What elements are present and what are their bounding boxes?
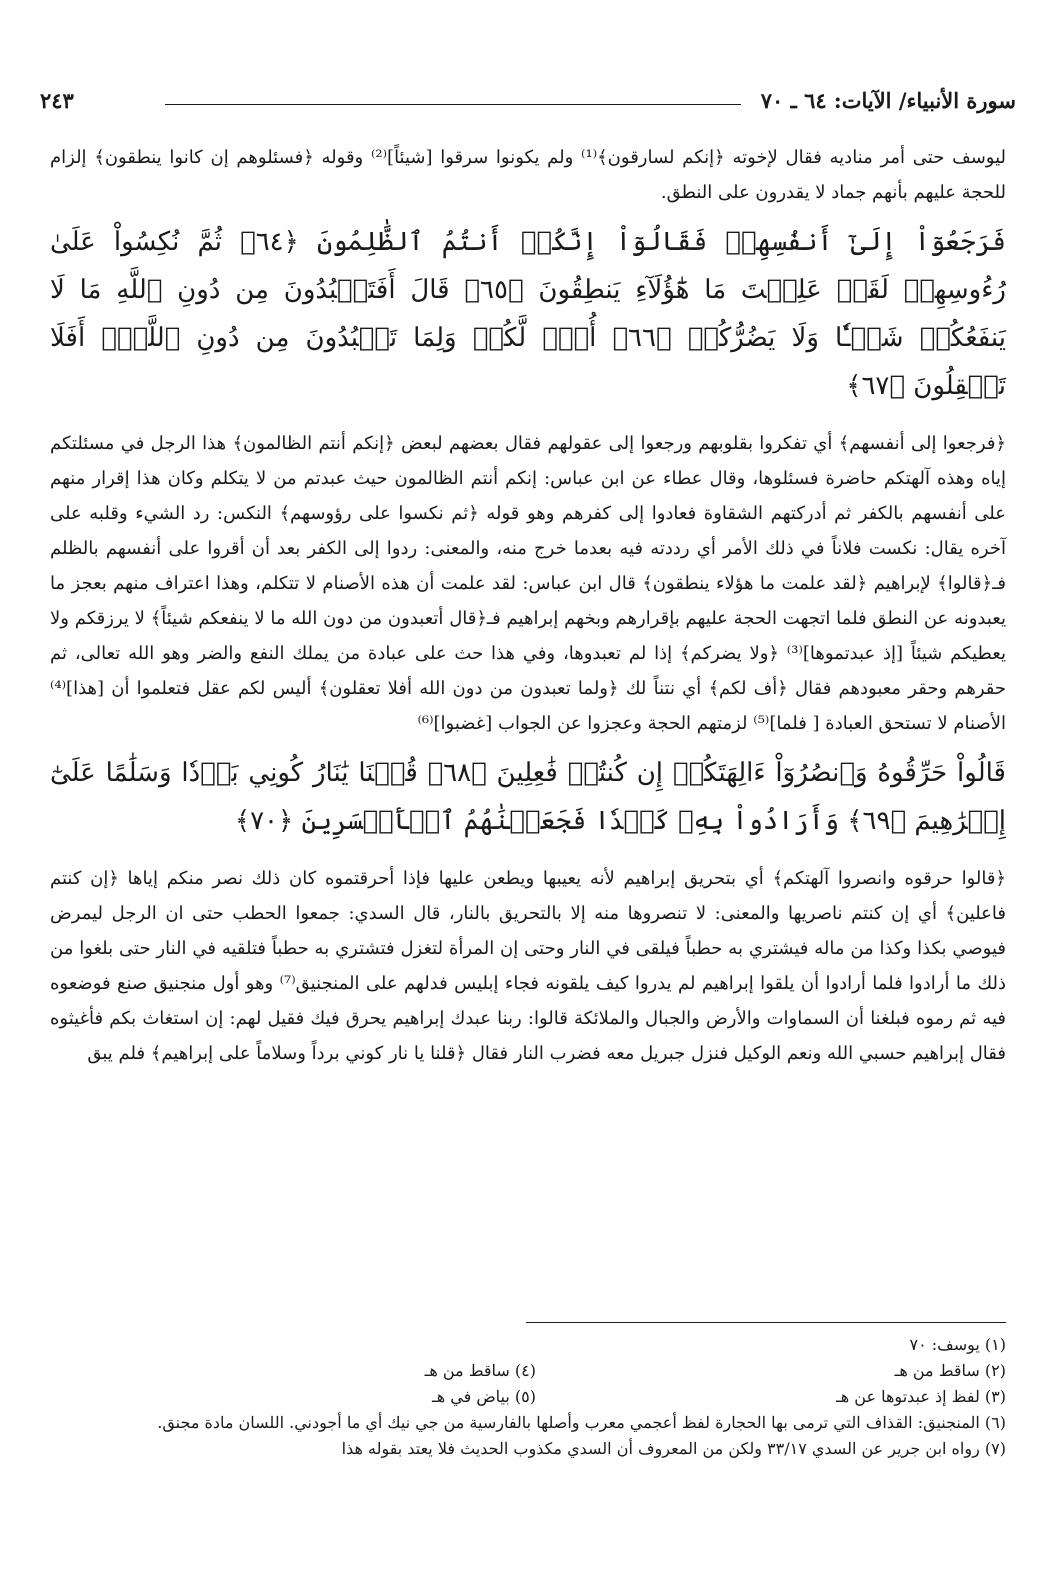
commentary-paragraph-2: ﴿فرجعوا إلى أنفسهم﴾ أي تفكروا بقلوبهم ورجعوا إلى عقولهم فقال بعضهم لبعض ﴿إنكم أنتم الظالمون﴾ هذا الرجل في مسئلتكم إياه وهذه آلهتكم حاضرة فسئلوها، وقال عطاء عن ابن عباس: إنكم أنتم الظالمون حيث عبدتم من لا يتكلم وكان هذا إقرار منهم على أنفسهم بالكفر ثم أدركتهم الشقاوة فعادوا إلى كفرهم وهو قوله ﴿ثم نكسوا على رؤوسهم﴾ النكس: رد الشيء وقلبه على آخره يقال: نكست فلاناً في ذلك الأمر أي رددته فيه بعدما خرج منه، والمعنى: ردوا إلى الكفر بعد أن أقروا على أنفسهم بالظلم فـ﴿قالوا﴾ لإبراهيم ﴿لقد علمت ما هؤلاء ينطقون﴾ قال ابن عباس: لقد علمت أن هذه الأصنام لا تتكلم، وهذا اعتراف منهم بعجز ما يعبدونه عن النطق فلما اتجهت الحجة عليهم بإقرارهم وبخهم إبراهيم فـ﴿قال أتعبدون من دون الله ما لا ينفعكم شيئاً﴾ لا يرزقكم ولا يعطيكم شيئاً [إذ عبدتموها]⁽³⁾ ﴿ولا يضركم﴾ إذا لم تعبدوها، وفي هذا حث على عبادة من يملك النفع والضر وهو الله تعالى، ثم حقرهم وحقر معبودهم فقال ﴿أف لكم﴾ أي نتناً لك ﴿ولما تعبدون من دون الله أفلا تعقلون﴾ أليس لكم عقل فتعلموا أن [هذا]⁽⁴⁾ الأصنام لا تستحق العبادة [ فلما]⁽⁵⁾ لزمتهم الحجة وعجزوا عن الجواب [غضبوا]⁽⁶⁾ (50, 433, 1006, 734)
page-title: سورة الأنبياء/ الآيات: ٦٤ ـ ٧٠ (760, 88, 1016, 113)
commentary-paragraph-1: ليوسف حتى أمر مناديه فقال لإخوته ﴿إنكم لسارقون﴾⁽¹⁾ ولم يكونوا سرقوا [شيئاً]⁽²⁾ وقوله ﴿فسئلوهم إن كانوا ينطقون﴾ إلزام للحجة عليهم بأنهم جماد لا يقدرون على النطق. (50, 147, 1006, 203)
page-body (50, 140, 1006, 1071)
footnote-separator (526, 1322, 1006, 1323)
footnote-6: (٦) المنجنيق: القذاف التي ترمى بها الحجارة لفظ أعجمي معرب وأصلها بالفارسية من جي نيك أي ما أجودني. اللسان مادة مجنق. (157, 1413, 1006, 1432)
commentary-paragraph-3: ﴿قالوا حرقوه وانصروا آلهتكم﴾ أي بتحريق إبراهيم لأنه يعيبها ويطعن عليها فإذا أحرقتموه كان ذلك نصر منكم إياها ﴿إن كنتم فاعلين﴾ أي إن كنتم ناصريها والمعنى: لا تنصروها منه إلا بالتحريق بالنار، قال السدي: جمعوا الحطب حتى ان الرجل ليمرض فيوصي بكذا وكذا من ماله فيشتري به حطباً فيلقى في النار وحتى إن المرأة لتغزل فتشتري به حطباً فتلقيه في النار حتى بلغوا من ذلك ما أرادوا فلما أرادوا أن يلقوا إبراهيم لم يدروا كيف يلقونه فجاء إبليس فدلهم على المنجنيق⁽⁷⁾ وهو أول منجنيق صنع فوضعوه فيه ثم رموه فبلغنا أن السماوات والأرض والجبال والملائكة قالوا: ربنا عبدك إبراهيم يحرق فيك فقيل لهم: إن استغاث بكم فأغيثوه فقال إبراهيم حسبي الله ونعم الوكيل فنزل جبريل معه فضرب النار فقال ﴿قلنا يا نار كوني برداً وسلاماً على إبراهيم﴾ فلم يبق (50, 868, 1007, 1064)
footnote-4: (٤) ساقط من هـ (424, 1361, 536, 1380)
footnotes (50, 1332, 1006, 1462)
footnote-7: (٧) رواه ابن جرير عن السدي ٣٣/١٧ ولكن من المعروف أن السدي مكذوب الحديث فلا يعتد بقوله هذا (341, 1439, 1006, 1458)
footnote-5: (٥) بياض في هـ (432, 1387, 536, 1406)
footnote-3: (٣) لفظ إذ عبدتوها عن هـ (836, 1387, 1006, 1406)
quran-verses-64-67: فَرَجَعُوٓاْ إِلَىٰٓ أَنفُسِهِمۡ فَقَالُوٓاْ إِنَّكُمۡ أَنتُمُ ٱلظَّٰلِمُونَ ﴿٦٤﴾ ثُمَّ نُكِسُواْ عَلَىٰ رُءُوسِهِمۡ لَقَدۡ عَلِمۡتَ مَا هَٰٓؤُلَآءِ يَنطِقُونَ ﴿٦٥﴾ قَالَ أَفَتَعۡبُدُونَ مِن دُونِ ٱللَّهِ مَا لَا يَنفَعُكُمۡ شَيۡـٔٗا وَلَا يَضُرُّكُمۡ ﴿٦٦﴾ أُفّٖ لَّكُمۡ وَلِمَا تَعۡبُدُونَ مِن دُونِ ٱللَّهِۚ أَفَلَا تَعۡقِلُونَ ﴿٦٧﴾ (50, 227, 1006, 401)
footnote-1: (١) يوسف: ٧٠ (909, 1335, 1006, 1354)
header-rule (165, 104, 741, 105)
quran-verses-68-70: قَالُواْ حَرِّقُوهُ وَٱنصُرُوٓاْ ءَالِهَتَكُمۡ إِن كُنتُمۡ فَٰعِلِينَ ﴿٦٨﴾ قُلۡنَا يَٰنَارُ كُونِي بَرۡدٗا وَسَلَٰمًا عَلَىٰٓ إِبۡرَٰهِيمَ ﴿٦٩﴾ وَأَرَادُواْ بِهِۦ كَيۡدٗا فَجَعَلۡنَٰهُمُ ٱلۡأَخۡسَرِينَ ﴿٧٠﴾ (50, 758, 1006, 836)
page-number: ٢٤٣ (40, 88, 74, 113)
page-header (40, 88, 1016, 118)
footnote-2: (٢) ساقط من هـ (894, 1361, 1006, 1380)
